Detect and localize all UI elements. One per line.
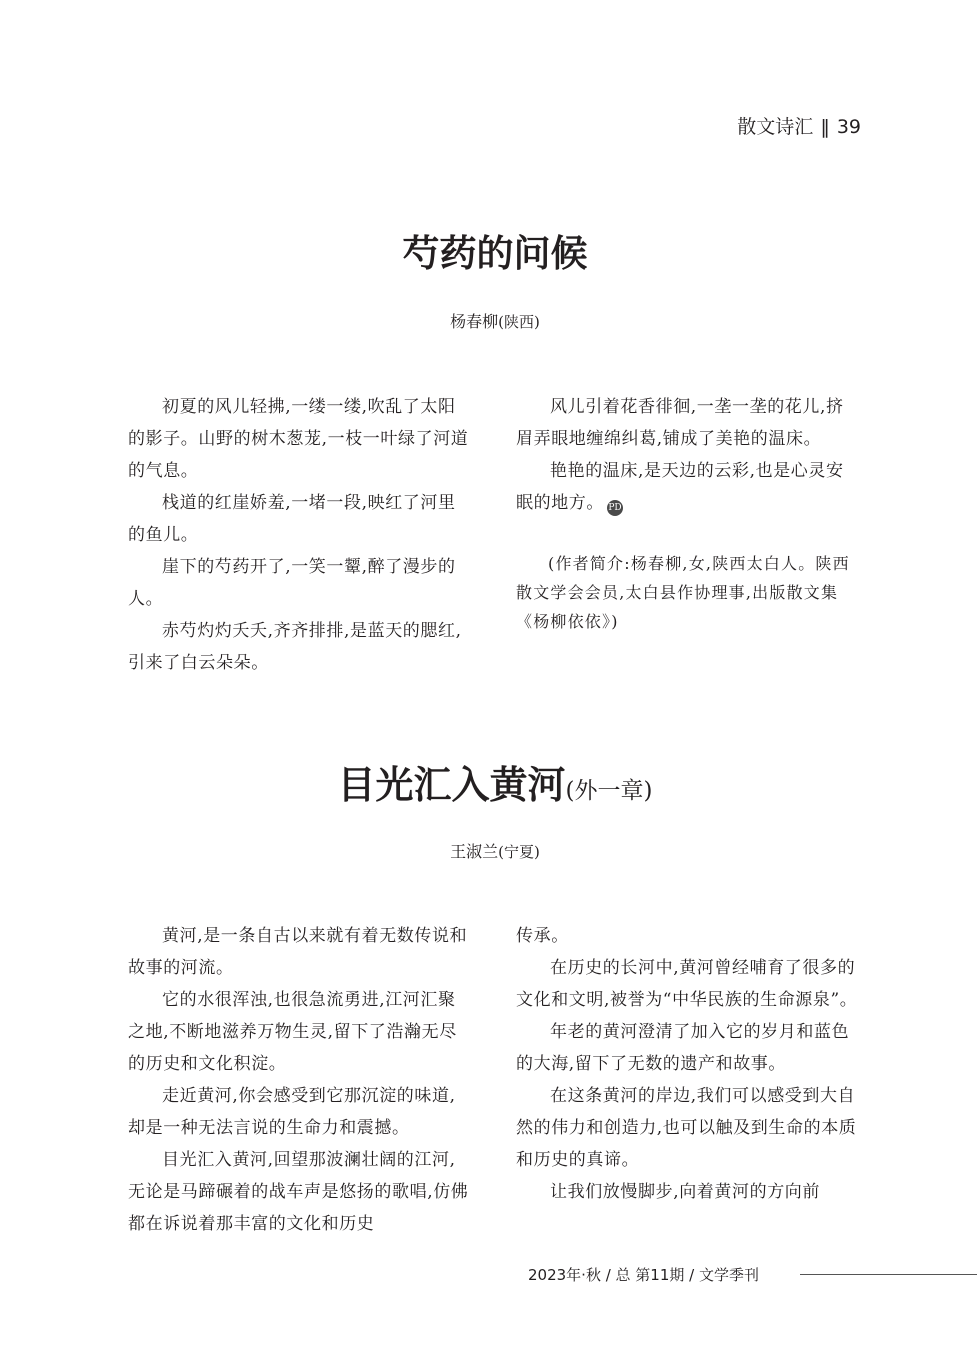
article1-region: (陕西) bbox=[498, 313, 540, 331]
article2-paragraph: 让我们放慢脚步,向着黄河的方向前 bbox=[550, 1182, 821, 1202]
article2-continuation: 传承。 bbox=[516, 926, 569, 946]
article1-title: 芍药的问候 bbox=[402, 231, 588, 275]
article1-paragraph: 栈道的红崖娇羞,一堵一段,映红了河里的鱼儿。 bbox=[128, 493, 456, 545]
author-bio bbox=[516, 549, 862, 636]
article1-last-text: 艳艳的温床,是天边的云彩,也是心灵安眠的地方。 bbox=[516, 461, 844, 513]
article1-last-paragraph bbox=[516, 455, 858, 519]
article1-right-column bbox=[516, 391, 858, 519]
article2-paragraph: 在历史的长河中,黄河曾经哺育了很多的文化和文明,被誉为“中华民族的生命源泉”。 bbox=[516, 958, 858, 1010]
page-number: 39 bbox=[836, 116, 861, 138]
article2-right-column bbox=[516, 920, 858, 1208]
article2-paragraph: 年老的黄河澄清了加入它的岁月和蓝色的大海,留下了无数的遗产和故事。 bbox=[516, 1022, 850, 1074]
section-name: 散文诗汇 bbox=[737, 116, 814, 138]
header-separator: ‖ bbox=[820, 116, 830, 138]
article1-paragraph: 崖下的芍药开了,一笑一颦,醉了漫步的人。 bbox=[128, 557, 456, 609]
article2-subtitle: (外一章) bbox=[565, 778, 653, 804]
article2-byline bbox=[0, 841, 977, 863]
article2-title bbox=[0, 758, 977, 818]
footer-rule bbox=[800, 1274, 977, 1275]
end-mark-icon: PD bbox=[607, 500, 623, 516]
article2-paragraph: 目光汇入黄河,回望那波澜壮阔的江河,无论是马蹄碾着的战车声是悠扬的歌唱,仿佛都在诉说着那丰富的文化和历史 bbox=[128, 1150, 469, 1234]
article1-byline bbox=[0, 311, 977, 333]
article1-left-column bbox=[128, 391, 470, 679]
article2-paragraph: 走近黄河,你会感受到它那沉淀的味道,却是一种无法言说的生命力和震撼。 bbox=[128, 1086, 456, 1138]
article2-title-text: 目光汇入黄河 bbox=[337, 762, 566, 807]
article2-paragraph: 它的水很浑浊,也很急流勇进,江河汇聚之地,不断地滋养万物生灵,留下了浩瀚无尽的历史和文化积淀。 bbox=[128, 990, 457, 1074]
running-head bbox=[737, 114, 861, 140]
article1-paragraph: 赤芍灼灼夭夭,齐齐排排,是蓝天的腮红,引来了白云朵朵。 bbox=[128, 621, 462, 673]
article1-paragraph: 风儿引着花香徘徊,一垄一垄的花儿,挤眉弄眼地缠绵纠葛,铺成了美艳的温床。 bbox=[516, 397, 844, 449]
article2-paragraph: 在这条黄河的岸边,我们可以感受到大自然的伟力和创造力,也可以触及到生命的本质和历史的真谛。 bbox=[516, 1086, 857, 1170]
article2-author: 王淑兰 bbox=[450, 842, 499, 861]
author-bio-text: (作者简介:杨春柳,女,陕西太白人。陕西散文学会会员,太白县作协理事,出版散文集《杨柳依依》) bbox=[516, 554, 850, 631]
article2-left-column bbox=[128, 920, 470, 1240]
article2-region: (宁夏) bbox=[498, 843, 540, 861]
article1-paragraph: 初夏的风儿轻拂,一缕一缕,吹乱了太阳的影子。山野的树木葱茏,一枝一叶绿了河道的气息。 bbox=[128, 397, 469, 481]
article1-author: 杨春柳 bbox=[450, 312, 499, 331]
article2-paragraph: 黄河,是一条自古以来就有着无数传说和故事的河流。 bbox=[128, 926, 468, 978]
footer-issue: 2023年·秋 / 总 第11期 / 文学季刊 bbox=[528, 1266, 759, 1284]
